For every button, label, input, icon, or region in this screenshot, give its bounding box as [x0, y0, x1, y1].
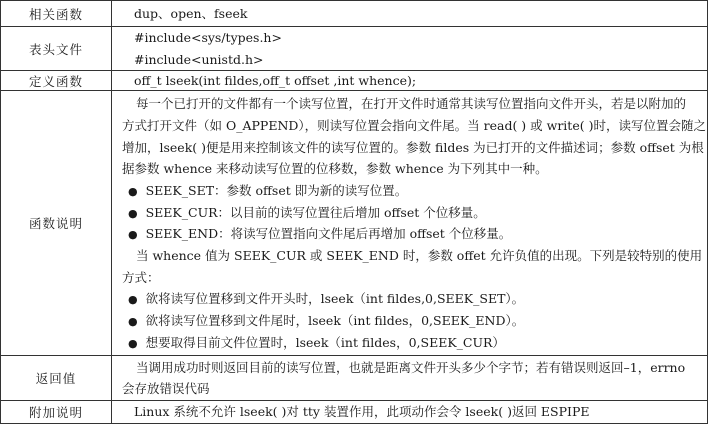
description-line: 每一个已打开的文件都有一个读写位置，在打开文件时通常其读写位置指向文件开头，若是以附加的: [136, 96, 687, 112]
bullet-item: ● 想要取得目前文件位置时，lseek（int fildes，0,SEEK_CUR）: [126, 332, 707, 354]
description-line: 方式打开文件（如 O_APPEND），则读写位置会指向文件尾。当 read( ) 或 write( )时，读写位置会随之: [122, 117, 706, 133]
row-label: 返回值: [1, 356, 112, 401]
include-line: #include<sys/types.h>: [134, 30, 282, 45]
row-return-value: [1, 356, 708, 401]
bullet-item: ● 欲将读写位置移到文件开头时，lseek（int fildes,0,SEEK_SET）。: [126, 288, 707, 310]
row-related-functions: [1, 1, 708, 27]
include-line: #include<unistd.h>: [134, 51, 264, 67]
row-label: 定义函数: [1, 71, 112, 91]
row-definition: [1, 71, 708, 91]
function-signature: off_t lseek(int fildes,off_t offset ,int whence);: [134, 73, 417, 89]
row-label: 函数说明: [1, 91, 112, 356]
bullet-item: ● SEEK_END：将读写位置指向文件尾后再增加 offset 个位移量。: [126, 223, 707, 245]
row-label: 表头文件: [1, 27, 112, 71]
return-value-line: 会存放错误代码: [122, 381, 210, 397]
row-header-files: [1, 27, 708, 71]
bullet-item: ● 欲将读写位置移到文件尾时，lseek（int fildes，0,SEEK_END）。: [126, 310, 707, 332]
bullet-item: ● SEEK_SET：参数 offset 即为新的读写位置。: [126, 180, 707, 202]
description-line: 当 whence 值为 SEEK_CUR 或 SEEK_END 时，参数 offet 允许负值的出现。下列是较特别的使用: [136, 248, 703, 264]
row-label: 相关函数: [1, 1, 112, 27]
description-line: 增加，lseek( )便是用来控制该文件的读写位置的。参数 fildes 为已打开的文件描述词；参数 offset 为根: [122, 139, 704, 155]
row-label: 附加说明: [1, 401, 112, 424]
description-line: 据参数 whence 来移动读写位置的位移数，参数 whence 为下列其中一种。: [122, 161, 548, 177]
return-value-line: 当调用成功时则返回目前的读写位置，也就是距离文件开头多少个字节；若有错误则返回–1，errno: [136, 359, 686, 375]
description-line: 方式：: [122, 269, 160, 285]
row-notes: [1, 401, 708, 424]
row-description: [1, 91, 708, 356]
related-functions-text: dup、open、fseek: [134, 5, 248, 21]
bullet-item: ● SEEK_CUR：以目前的读写位置往后增加 offset 个位移量。: [126, 202, 707, 224]
notes-text: Linux 系统不允许 lseek( )对 tty 装置作用，此项动作会令 lseek( )返回 ESPIPE: [134, 404, 590, 420]
